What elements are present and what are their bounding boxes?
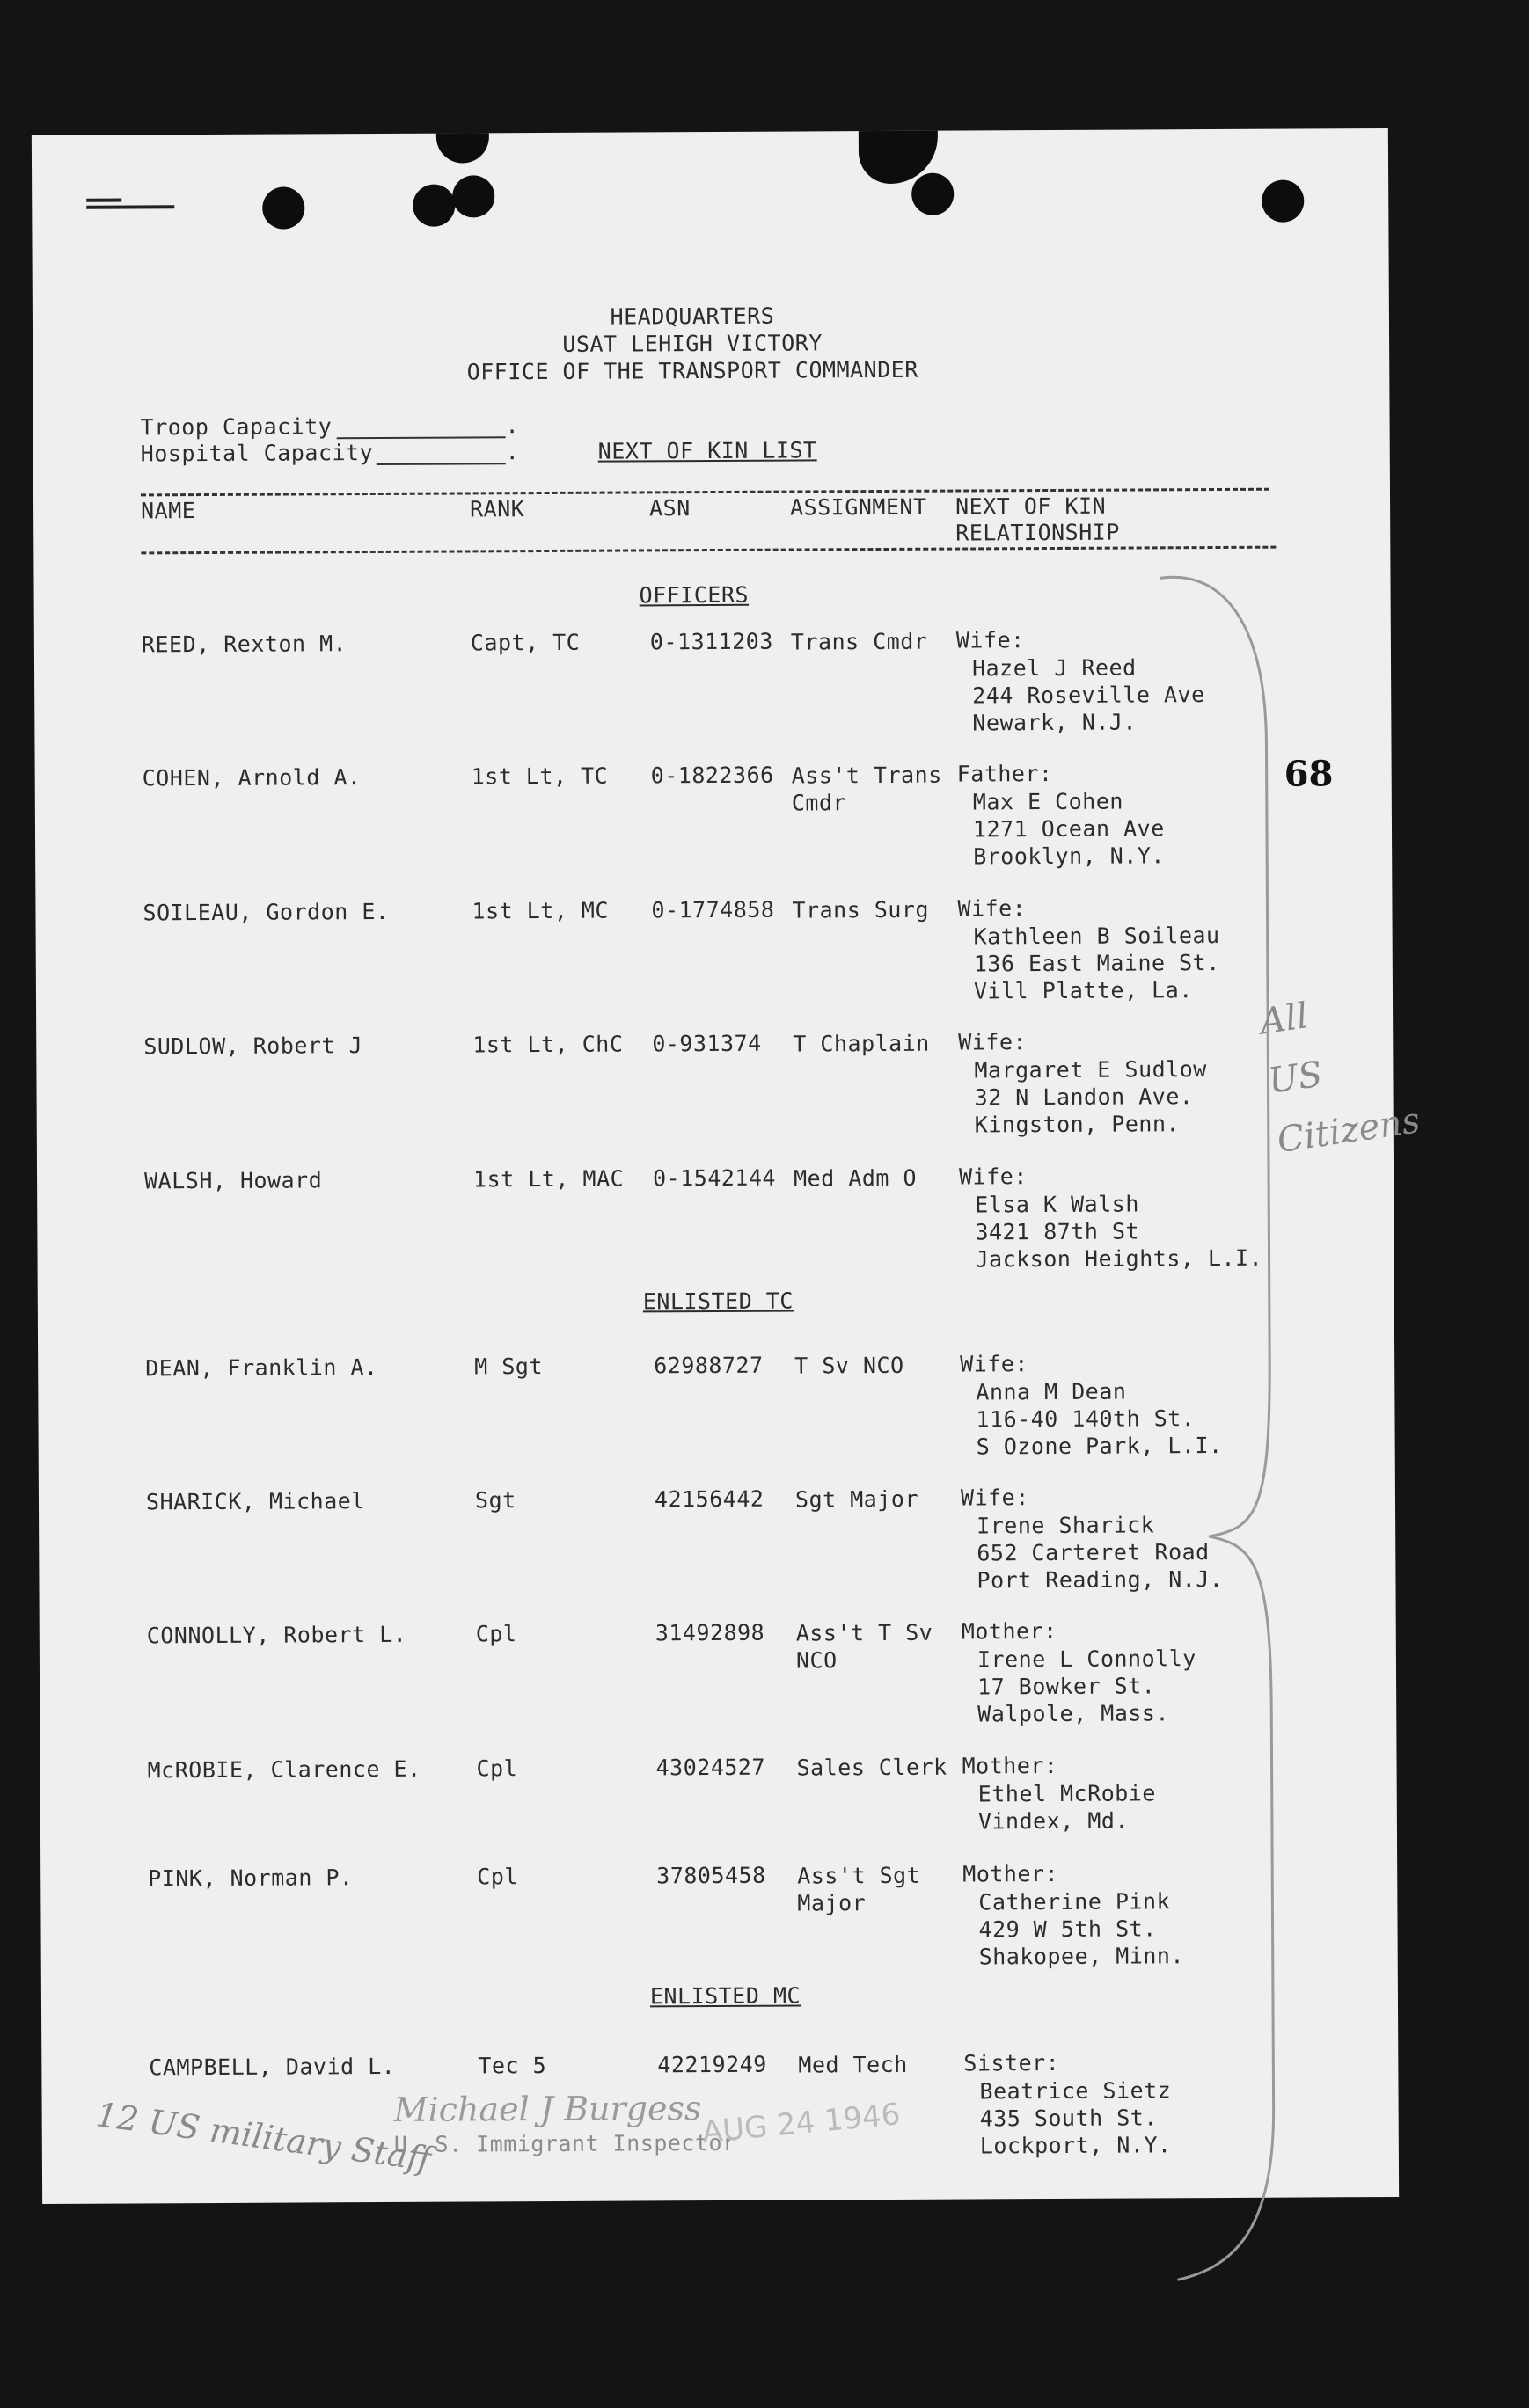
- row-next-of-kin: Beatrice Sietz 435 South St. Lockport, N.Y.: [979, 2077, 1172, 2159]
- col-next-of-kin: NEXT OF KIN: [955, 493, 1107, 520]
- row-asn: 31492898: [655, 1619, 765, 1646]
- row-asn: 62988727: [654, 1352, 764, 1379]
- row-relationship: Wife:: [958, 1164, 1028, 1190]
- row-rank: Cpl: [475, 1621, 517, 1647]
- row-next-of-kin: Irene Sharick 652 Carteret Road Port Reading, N.J.: [977, 1512, 1224, 1594]
- row-rank: 1st Lt, ChC: [472, 1031, 624, 1058]
- row-relationship: Wife:: [955, 627, 1025, 653]
- header-rule-bottom: [141, 546, 1276, 555]
- col-asn: ASN: [649, 495, 691, 522]
- brace-mark: [1142, 568, 1318, 2284]
- row-asn: 0-1774858: [651, 896, 775, 923]
- row-relationship: Mother:: [962, 1752, 1058, 1779]
- row-assignment: Trans Cmdr: [790, 628, 928, 655]
- row-relationship: Wife:: [960, 1485, 1029, 1511]
- binder-hole: [262, 186, 304, 229]
- row-rank: 1st Lt, MAC: [472, 1165, 625, 1193]
- row-relationship: Wife:: [958, 1029, 1028, 1055]
- row-assignment: Ass't Trans Cmdr: [791, 762, 942, 816]
- row-asn: 37805458: [656, 1862, 766, 1889]
- row-relationship: Sister:: [963, 2049, 1060, 2076]
- row-assignment: Trans Surg: [792, 896, 930, 923]
- row-asn: 42156442: [654, 1485, 764, 1513]
- col-relationship: RELATIONSHIP: [955, 519, 1120, 546]
- row-relationship: Wife:: [957, 895, 1027, 922]
- row-relationship: Wife:: [960, 1351, 1029, 1377]
- margin-note: All US Citizens: [1257, 996, 1423, 1162]
- row-asn: 0-1542144: [652, 1164, 777, 1192]
- binder-hole: [1262, 179, 1304, 222]
- signature: Michael J Burgess: [393, 2089, 702, 2129]
- row-next-of-kin: Irene L Connolly 17 Bowker St. Walpole, Mass.: [977, 1645, 1196, 1727]
- row-relationship: Father:: [956, 760, 1053, 787]
- section-enlisted-tc: ENLISTED TC: [642, 1288, 794, 1315]
- row-name: CONNOLLY, Robert L.: [146, 1621, 407, 1649]
- row-next-of-kin: Ethel McRobie Vindex, Md.: [977, 1780, 1156, 1835]
- binder-hole: [413, 185, 455, 227]
- row-rank: Cpl: [476, 1755, 518, 1782]
- row-name: COHEN, Arnold A.: [142, 764, 362, 792]
- row-name: WALSH, Howard: [144, 1167, 323, 1194]
- list-title: NEXT OF KIN LIST: [597, 437, 817, 464]
- row-relationship: Mother:: [962, 1860, 1059, 1887]
- col-rank: RANK: [470, 496, 525, 522]
- row-next-of-kin: Margaret E Sudlow 32 N Landon Ave. Kingston, Penn.: [974, 1056, 1207, 1138]
- row-asn: 0-931374: [652, 1030, 762, 1057]
- header-line-1: HEADQUARTERS: [610, 303, 775, 330]
- row-assignment: Sales Clerk: [796, 1754, 947, 1781]
- section-enlisted-mc: ENLISTED MC: [649, 1982, 801, 2010]
- hospital-capacity-label: Hospital Capacity: [140, 440, 374, 467]
- binder-hole: [452, 175, 494, 217]
- hospital-capacity-blank: [377, 463, 506, 465]
- row-rank: Capt, TC: [470, 629, 581, 656]
- row-name: REED, Rexton M.: [141, 631, 348, 658]
- row-asn: 0-1311203: [649, 628, 773, 655]
- row-rank: Tec 5: [478, 2053, 547, 2079]
- row-name: DEAN, Franklin A.: [145, 1354, 378, 1382]
- row-name: SHARICK, Michael: [145, 1488, 365, 1515]
- col-name: NAME: [141, 498, 196, 524]
- row-name: McROBIE, Clarence E.: [147, 1755, 421, 1784]
- row-name: PINK, Norman P.: [148, 1864, 354, 1892]
- troop-capacity-blank: [337, 436, 506, 439]
- row-rank: 1st Lt, TC: [471, 763, 609, 790]
- date-stamp: AUG 24 1946: [700, 2097, 902, 2150]
- binder-hole: [911, 173, 954, 215]
- troop-capacity-label: Troop Capacity: [140, 413, 333, 441]
- col-assignment: ASSIGNMENT: [790, 493, 927, 521]
- row-next-of-kin: Catherine Pink 429 W 5th St. Shakopee, Minn.: [978, 1888, 1185, 1970]
- row-asn: 42219249: [657, 2051, 767, 2078]
- row-assignment: Med Adm O: [793, 1164, 918, 1192]
- page-number: 68: [1284, 753, 1334, 795]
- row-name: SOILEAU, Gordon E.: [143, 898, 390, 926]
- row-rank: M Sgt: [474, 1354, 544, 1380]
- row-rank: 1st Lt, MC: [472, 897, 610, 924]
- tick-mark: [86, 205, 174, 209]
- row-relationship: Mother:: [961, 1617, 1057, 1645]
- row-name: SUDLOW, Robert J: [143, 1033, 363, 1060]
- row-next-of-kin: Anna M Dean 116-40 140th St. S Ozone Park, L.I.: [976, 1378, 1223, 1460]
- row-assignment: Med Tech: [798, 2051, 908, 2078]
- row-asn: 0-1822366: [650, 762, 774, 789]
- bottom-note: 12 US military Staff: [93, 2095, 434, 2179]
- row-next-of-kin: Kathleen B Soileau 136 East Maine St. Vill Platte, La.: [973, 922, 1220, 1004]
- section-officers: OFFICERS: [639, 581, 750, 609]
- row-rank: Sgt: [474, 1487, 516, 1514]
- row-next-of-kin: Hazel J Reed 244 Roseville Ave Newark, N.J.: [971, 654, 1205, 736]
- inspector-label: U. S. Immigrant Inspector: [393, 2129, 736, 2157]
- row-asn: 43024527: [655, 1754, 766, 1781]
- row-next-of-kin: Max E Cohen 1271 Ocean Ave Brooklyn, N.Y.: [972, 788, 1165, 870]
- row-name: CAMPBELL, David L.: [149, 2053, 396, 2081]
- header-line-3: OFFICE OF THE TRANSPORT COMMANDER: [466, 356, 918, 385]
- torn-edge: [436, 133, 489, 163]
- row-assignment: Sgt Major: [794, 1485, 919, 1513]
- row-rank: Cpl: [477, 1864, 518, 1890]
- document-page: HEADQUARTERS USAT LEHIGH VICTORY OFFICE OF THE TRANSPORT COMMANDER Troop Capacity . Hospital Capacity . NEXT OF KIN LIST NAME RANK ASN ASSIGNMENT NEXT OF KIN RELATIONSHIP OFFICERS ENLISTED TC ENLISTED MC REED, Rexton M. Capt, TC 0-1311203 Trans Cmdr Wife: Hazel J Reed 244 Roseville Ave Newark, N.J. COHEN, Arnold A. 1st Lt, TC 0-1822366 Ass't Trans Cmdr Father: Max E Cohen 1271 Ocean Ave Brooklyn, N.Y. SOILEAU, Gordon E. 1st Lt, MC 0-1774858 Trans Surg Wife: Kathleen B Soileau 136 East Maine St. Vill Platte, La. SUDLOW, Robert J 1st Lt, ChC 0-931374 T Chaplain Wife: Margaret E Sudlow 32 N Landon Ave. Kingston, Penn. WALSH, Howard 1st Lt, MAC 0-1542144 Med Adm O Wife: Elsa K Walsh 3421 87th St Jackson Heights, L.I. DEAN, Franklin A. M Sgt 62988727 T Sv NCO Wife: Anna M Dean 116-40 140th St. S Ozone Park, L.I. SHARICK, Michael Sgt 42156442 Sgt Major Wife: Irene Sharick 652 Carteret Road Port Reading, N.J. CONNOLLY, Robert L. Cpl 31492898 Ass't T Sv NCO Mother: Irene L Connolly 17 Bowker St. Walpole, Mass. McROBIE, Clarence E. Cpl 43024527 Sales Clerk Mother: Ethel McRobie Vindex, Md. PINK, Norman P. Cpl 37805458 Ass't Sgt Major Mother: Catherine Pink 429 W 5th St. Shakopee, Minn. CAMPBELL, David L. Tec 5 42219249 Med Tech Sister: Beatrice Sietz 435 South St. Lockport, N.Y. 68 All US Citizens 12 US military Staff Michael J Burgess U. S. Immigrant Inspector AUG 24 1946: [32, 128, 1399, 2204]
- row-assignment: Ass't Sgt Major: [797, 1862, 921, 1916]
- row-assignment: Ass't T Sv NCO: [795, 1619, 933, 1674]
- row-assignment: T Chaplain: [793, 1030, 930, 1057]
- tick-mark: [86, 199, 121, 202]
- header-line-2: USAT LEHIGH VICTORY: [562, 330, 823, 357]
- row-assignment: T Sv NCO: [794, 1352, 904, 1379]
- row-next-of-kin: Elsa K Walsh 3421 87th St Jackson Heights, L.I.: [975, 1191, 1263, 1273]
